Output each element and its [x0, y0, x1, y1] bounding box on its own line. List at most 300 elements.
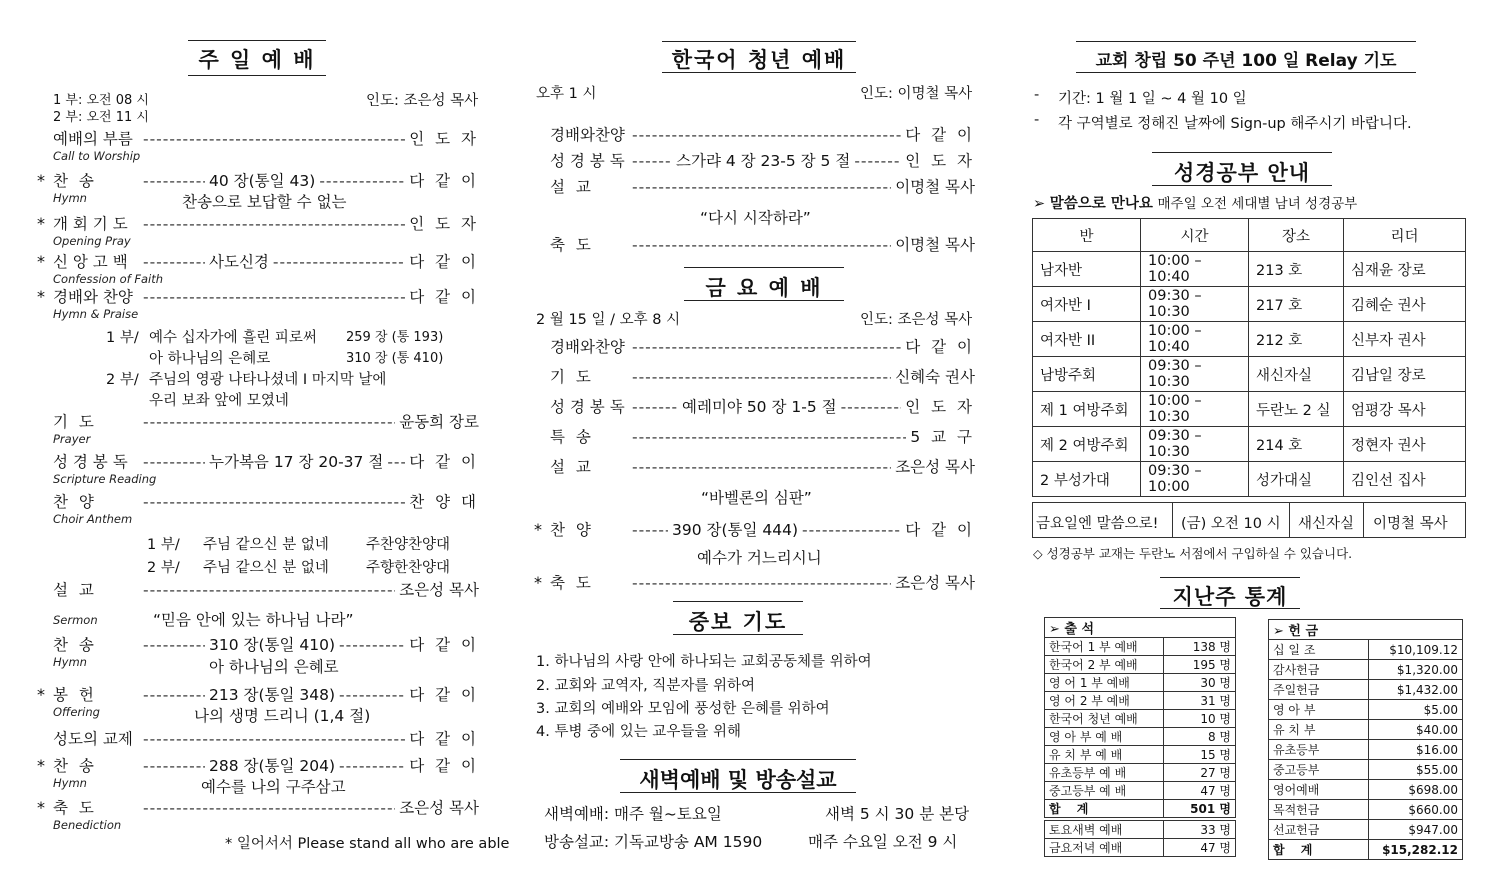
order-item-person: 다 같 이: [409, 453, 479, 471]
order-item-english: Call to Worship: [53, 149, 141, 163]
friday-sermon-title: “바벨론의 심판”: [701, 489, 812, 507]
standing-star-icon: *: [37, 171, 45, 190]
youth-time: 오후 1 시: [536, 86, 597, 102]
praise-hymn-number: 259 장 (통 193): [346, 330, 444, 345]
friday-study-label: 금요일엔 말씀으로!: [1036, 516, 1159, 532]
bible-intro: [1033, 192, 1357, 213]
attendance-label: 한국어 청년 예배: [1045, 710, 1164, 728]
bible-cell: 2 부성가대: [1033, 462, 1141, 497]
bible-cell: 남방주회: [1033, 357, 1141, 392]
friday-time: 2 월 15 일 / 오후 8 시: [536, 312, 681, 328]
bible-intro-bold: 말씀으로 만나요: [1049, 196, 1153, 212]
dotted-leader: [632, 458, 891, 476]
praise-label: 2 부/: [106, 372, 139, 388]
bible-intro-text: 매주일 오전 세대별 남녀 성경공부: [1157, 196, 1358, 212]
friday-service-title: 금 요 예 배: [705, 276, 823, 300]
dotted-leader: [143, 288, 405, 306]
service-time-1: 1 부: 오전 08 시: [53, 93, 149, 108]
dotted-leader: [632, 178, 891, 196]
order-item-english: Hymn: [53, 776, 87, 790]
bible-cell: 성가대실: [1249, 462, 1344, 497]
order-item-label: 성 경 봉 독: [53, 453, 128, 471]
dotted-leader: [632, 368, 891, 386]
order-item-english: Confession of Faith: [53, 272, 164, 286]
bible-cell: 제 2 여방주회: [1033, 427, 1141, 462]
prayer-item: 3. 교회의 예배와 모임에 풍성한 은혜를 위하여: [536, 701, 830, 717]
offering-amount: $1,432.00: [1369, 680, 1463, 700]
bible-cell: 10:00 – 10:40: [1141, 322, 1249, 357]
standing-star-icon: *: [37, 252, 45, 271]
order-item-english: Offering: [53, 705, 100, 719]
order-row: [53, 683, 479, 705]
attendance-count: 15 명: [1164, 746, 1236, 764]
choir-song: 주님 같으신 분 없네: [203, 537, 329, 553]
bible-cell: 엄평강 목사: [1344, 392, 1466, 427]
friday-study-place: 새신자실: [1298, 516, 1355, 532]
dotted-leader: [273, 253, 405, 271]
attendance-total-label: 합 계: [1045, 800, 1164, 818]
table-row: [1045, 746, 1236, 764]
relay-dash-2: -: [1034, 112, 1040, 128]
offering-total: $15,282.12: [1369, 840, 1463, 860]
order-item-english: Hymn: [53, 191, 87, 205]
order-item-detail: 스가랴 4 장 23-5 장 5 절: [676, 152, 851, 170]
order-item-person: 다 같 이: [409, 636, 479, 654]
standing-star-icon: *: [37, 214, 45, 233]
attendance-label: 영 아 부 예 배: [1045, 728, 1164, 746]
divider: [1289, 503, 1290, 537]
praise-label: 1 부/: [106, 330, 139, 346]
offering-total-label: 합 계: [1269, 840, 1369, 860]
table-row: [1269, 640, 1463, 660]
table-row: [1045, 656, 1236, 674]
bible-header-cell: 리더: [1344, 219, 1466, 252]
table-row: [1033, 287, 1466, 322]
order-item-person: 5 교 구: [910, 428, 975, 446]
dawn-service-info: 새벽예배: 매주 월~토요일: [544, 805, 722, 823]
order-item-subtitle: 예수를 나의 구주삼고: [201, 778, 346, 796]
service-time-2: 2 부: 오전 11 시: [53, 110, 149, 125]
dotted-leader: [632, 152, 672, 170]
order-item-english: Prayer: [53, 432, 91, 446]
prayer-item: 4. 투병 중에 있는 교우들을 위해: [536, 724, 741, 740]
arrow-icon: ➢: [1033, 196, 1050, 212]
bible-cell: 10:00 – 10:40: [1141, 252, 1249, 287]
table-row: [1045, 800, 1236, 818]
offering-label: 감사헌금: [1269, 660, 1369, 680]
offering-amount: $10,109.12: [1369, 640, 1463, 660]
bible-cell: 심재윤 장로: [1344, 252, 1466, 287]
order-item-detail: 310 장(통일 410): [209, 636, 336, 654]
dotted-leader: [632, 574, 891, 592]
order-item-label: 축 도: [550, 236, 594, 254]
order-row: [550, 335, 975, 357]
standing-star-icon: *: [37, 798, 45, 817]
divider: [1363, 503, 1364, 537]
order-item-person: 다 같 이: [905, 521, 975, 539]
order-item-person: 다 같 이: [905, 126, 975, 144]
order-item-label: 성 경 봉 독: [550, 398, 625, 416]
order-item-person: 인 도 자: [905, 398, 975, 416]
order-row: [550, 395, 975, 417]
dotted-leader: [632, 126, 901, 144]
order-row: [550, 455, 975, 477]
praise-hymn-number: 310 장 (통 410): [346, 351, 444, 366]
dotted-leader: [143, 253, 205, 271]
order-item-english: Hymn: [53, 655, 87, 669]
order-item-person: 인 도 자: [409, 215, 479, 233]
attendance-label: 한국어 2 부 예배: [1045, 656, 1164, 674]
offering-amount: $1,320.00: [1369, 660, 1463, 680]
friday-hymn-title: 예수가 거느리시니: [697, 549, 822, 567]
dotted-leader: [143, 215, 405, 233]
table-row: [1269, 720, 1463, 740]
sunday-service-title: 주 일 예 배: [198, 48, 316, 72]
dotted-leader: [339, 757, 405, 775]
offering-amount: $698.00: [1369, 780, 1463, 800]
order-item-person: 다 같 이: [409, 730, 479, 748]
order-item-label: 기 도: [53, 413, 97, 431]
order-row: [53, 169, 479, 191]
offering-amount: $5.00: [1369, 700, 1463, 720]
standing-star-icon: *: [37, 685, 45, 704]
friday-study-leader: 이명철 목사: [1373, 516, 1448, 532]
table-row: [1045, 821, 1236, 839]
order-row: [53, 727, 479, 749]
relay-dash-1: -: [1034, 87, 1040, 103]
bible-cell: 214 호: [1249, 427, 1344, 462]
friday-study-time: (금) 오전 10 시: [1181, 516, 1281, 532]
dotted-leader: [143, 130, 405, 148]
table-row: [1045, 674, 1236, 692]
choir-name: 주향한찬양대: [366, 560, 451, 576]
order-item-detail: 사도신경: [209, 253, 269, 271]
order-item-label: 찬 양: [550, 521, 594, 539]
offering-label: 유 치 부: [1269, 720, 1369, 740]
order-item-label: 찬 송: [53, 172, 97, 190]
standing-star-icon: *: [534, 573, 542, 592]
bible-cell: 새신자실: [1249, 357, 1344, 392]
friday-leader: 인도: 조은성 목사: [860, 312, 973, 328]
attendance-count: 47 명: [1164, 839, 1236, 857]
order-item-person: 이명철 목사: [895, 178, 975, 196]
table-row: [1269, 680, 1463, 700]
order-item-label: 기 도: [550, 368, 594, 386]
order-row: [53, 796, 479, 818]
order-row: [53, 450, 479, 472]
dotted-leader: [387, 453, 405, 471]
dotted-leader: [632, 521, 668, 539]
order-item-english: Sermon: [53, 613, 98, 627]
standing-star-icon: *: [37, 756, 45, 775]
attendance-label: 유초등부 예 배: [1045, 764, 1164, 782]
order-row: [550, 233, 975, 255]
table-row: [1033, 462, 1466, 497]
bible-cell: 09:30 – 10:30: [1141, 287, 1249, 322]
dotted-leader: [143, 636, 205, 654]
order-item-person: 조은성 목사: [399, 799, 479, 817]
bible-cell: 김혜순 권사: [1344, 287, 1466, 322]
bible-cell: 213 호: [1249, 252, 1344, 287]
dotted-leader: [143, 172, 205, 190]
relay-prayer-title: 교회 창립 50 주년 100 일 Relay 기도: [1095, 51, 1397, 71]
order-row: [53, 633, 479, 655]
bible-cell: 10:00 – 10:30: [1141, 392, 1249, 427]
praise-song: 아 하나님의 은혜로: [149, 351, 271, 367]
standing-star-icon: *: [37, 287, 45, 306]
offering-amount: $16.00: [1369, 740, 1463, 760]
order-item-person: 다 같 이: [905, 338, 975, 356]
table-row: [1269, 840, 1463, 860]
friday-study-box: [1032, 502, 1466, 538]
bible-cell: 김남일 장로: [1344, 357, 1466, 392]
bible-note: ◇ 성경공부 교재는 두란노 서점에서 구입하실 수 있습니다.: [1033, 546, 1353, 561]
order-item-detail: 288 장(통일 204): [209, 757, 336, 775]
order-item-subtitle: 찬송으로 보답할 수 없는: [182, 193, 347, 211]
order-item-person: 조은성 목사: [399, 581, 479, 599]
dotted-leader: [854, 152, 901, 170]
radio-sermon-info: 방송설교: 기독교방송 AM 1590: [544, 833, 763, 851]
order-row: [53, 754, 479, 776]
bible-header-cell: 반: [1033, 219, 1141, 252]
order-row: [550, 425, 975, 447]
bible-cell: 남자반: [1033, 252, 1141, 287]
table-row: [1269, 660, 1463, 680]
order-item-label: 찬 송: [53, 757, 97, 775]
dotted-leader: [632, 428, 906, 446]
bible-cell: 여자반 II: [1033, 322, 1141, 357]
order-item-person: 다 같 이: [409, 288, 479, 306]
order-item-english: Opening Pray: [53, 234, 131, 248]
order-item-label: 성 경 봉 독: [550, 152, 625, 170]
dotted-leader: [632, 338, 901, 356]
order-item-detail: 390 장(통일 444): [672, 521, 799, 539]
bible-cell: 정현자 권사: [1344, 427, 1466, 462]
offering-label: 영 아 부: [1269, 700, 1369, 720]
dotted-leader: [143, 730, 405, 748]
offering-label: 선교헌금: [1269, 820, 1369, 840]
order-row: [53, 285, 479, 307]
order-item-detail: 213 장(통일 348): [209, 686, 336, 704]
dotted-leader: [143, 413, 395, 431]
order-item-label: 설 교: [550, 178, 594, 196]
offering-title: ➢ 헌 금: [1269, 620, 1463, 640]
order-item-label: 봉 헌: [53, 686, 97, 704]
order-item-detail: 예레미야 50 장 1-5 절: [682, 398, 837, 416]
dotted-leader: [339, 686, 405, 704]
attendance-label: 한국어 1 부 예배: [1045, 638, 1164, 656]
attendance-label: 금요저녁 예배: [1045, 839, 1164, 857]
attendance-count: 33 명: [1164, 821, 1236, 839]
radio-sermon-time: 매주 수요일 오전 9 시: [808, 833, 958, 851]
order-item-person: 조은성 목사: [895, 574, 975, 592]
attendance-count: 10 명: [1164, 710, 1236, 728]
attendance-count: 47 명: [1164, 782, 1236, 800]
order-row: [53, 127, 479, 149]
offering-label: 중고등부: [1269, 760, 1369, 780]
offering-label: 십 일 조: [1269, 640, 1369, 660]
youth-sermon-title: “다시 시작하라”: [700, 209, 811, 227]
table-row: [1269, 740, 1463, 760]
bible-cell: 신부자 권사: [1344, 322, 1466, 357]
bible-cell: 09:30 – 10:30: [1141, 357, 1249, 392]
order-item-person: 다 같 이: [409, 172, 479, 190]
order-item-label: 예배의 부름: [53, 130, 133, 148]
order-item-label: 설 교: [550, 458, 594, 476]
order-item-label: 경배와 찬양: [53, 288, 133, 306]
order-item-label: 개 회 기 도: [53, 215, 128, 233]
offering-amount: $55.00: [1369, 760, 1463, 780]
order-item-person: 인 도 자: [409, 130, 479, 148]
order-item-english: Scripture Reading: [53, 472, 157, 486]
dawn-broadcast-title: 새벽예배 및 방송설교: [639, 768, 837, 792]
offering-label: 목적헌금: [1269, 800, 1369, 820]
dotted-leader: [632, 236, 891, 254]
dotted-leader: [143, 686, 205, 704]
attendance-count: 138 명: [1164, 638, 1236, 656]
table-row: [1033, 427, 1466, 462]
relay-period: 기간: 1 월 1 일 ~ 4 월 10 일: [1058, 91, 1247, 107]
table-row: [1045, 764, 1236, 782]
order-item-person: 찬 양 대: [409, 493, 479, 511]
order-item-subtitle: “믿음 안에 있는 하나님 나라”: [153, 611, 354, 629]
order-item-subtitle: 나의 생명 드리니 (1,4 절): [194, 707, 371, 725]
bible-cell: 두란노 2 실: [1249, 392, 1344, 427]
order-row: [550, 149, 975, 171]
praise-song: 주님의 영광 나타나셨네 I 마지막 날에: [149, 372, 387, 388]
order-item-english: Choir Anthem: [53, 512, 133, 526]
table-row: [1033, 322, 1466, 357]
attendance-count: 195 명: [1164, 656, 1236, 674]
attendance-label: 토요새벽 예배: [1045, 821, 1164, 839]
youth-service-title: 한국어 청년 예배: [671, 48, 847, 72]
attendance-label: 영 어 1 부 예배: [1045, 674, 1164, 692]
dotted-leader: [339, 636, 405, 654]
order-item-label: 경배와찬양: [550, 126, 625, 144]
table-row: [1045, 710, 1236, 728]
dotted-leader: [632, 398, 678, 416]
stand-footnote: * 일어서서 Please stand all who are able: [225, 836, 510, 852]
bible-cell: 여자반 I: [1033, 287, 1141, 322]
bible-cell: 09:30 – 10:30: [1141, 427, 1249, 462]
order-item-subtitle: 아 하나님의 은혜로: [209, 658, 339, 676]
order-item-detail: 누가복음 17 장 20-37 절: [209, 453, 384, 471]
order-row: [550, 571, 975, 593]
dotted-leader: [143, 493, 405, 511]
table-row: [1045, 839, 1236, 857]
order-row: [550, 518, 975, 540]
bible-header-cell: 시간: [1141, 219, 1249, 252]
bible-cell: 제 1 여방주회: [1033, 392, 1141, 427]
offering-amount: $947.00: [1369, 820, 1463, 840]
order-item-label: 경배와찬양: [550, 338, 625, 356]
dotted-leader: [802, 521, 901, 539]
praise-song: 예수 십자가에 흘린 피로써: [149, 330, 317, 346]
choir-name: 주찬양찬양대: [366, 537, 451, 553]
order-row: [53, 250, 479, 272]
order-item-detail: 40 장(통일 43): [209, 172, 316, 190]
choir-label: 1 부/: [147, 537, 180, 553]
order-row: [550, 123, 975, 145]
order-item-person: 다 같 이: [409, 253, 479, 271]
order-item-person: 이명철 목사: [895, 236, 975, 254]
divider: [1172, 503, 1173, 537]
order-item-label: 성도의 교제: [53, 730, 133, 748]
attendance-count: 31 명: [1164, 692, 1236, 710]
order-item-english: Benediction: [53, 818, 122, 832]
standing-star-icon: *: [534, 520, 542, 539]
table-row: [1045, 638, 1236, 656]
order-row: [550, 175, 975, 197]
attendance-count: 8 명: [1164, 728, 1236, 746]
attendance-label: 유 치 부 예 배: [1045, 746, 1164, 764]
prayer-item: 2. 교회와 교역자, 직분자를 위하여: [536, 678, 755, 694]
table-row: [1033, 357, 1466, 392]
choir-label: 2 부/: [147, 560, 180, 576]
dawn-service-place: 새벽 5 시 30 분 본당: [825, 805, 970, 823]
attendance-title: ➢ 출 석: [1045, 618, 1236, 638]
table-row: [1033, 392, 1466, 427]
dotted-leader: [841, 398, 902, 416]
bible-cell: 김인선 집사: [1344, 462, 1466, 497]
table-row: [1045, 692, 1236, 710]
offering-label: 유초등부: [1269, 740, 1369, 760]
order-item-label: 축 도: [550, 574, 594, 592]
order-item-label: 찬 양: [53, 493, 97, 511]
order-item-label: 신 앙 고 백: [53, 253, 128, 271]
order-item-label: 축 도: [53, 799, 97, 817]
attendance-label: 중고등부 예 배: [1045, 782, 1164, 800]
attendance-table: [1044, 617, 1236, 818]
offering-table: [1268, 619, 1463, 860]
attendance-extra-table: [1044, 820, 1236, 857]
dotted-leader: [319, 172, 405, 190]
order-item-person: 신혜숙 권사: [895, 368, 975, 386]
dotted-leader: [143, 757, 205, 775]
choir-song: 주님 같으신 분 없네: [203, 560, 329, 576]
order-item-label: 설 교: [53, 581, 97, 599]
order-item-person: 다 같 이: [409, 686, 479, 704]
order-row: [53, 410, 479, 432]
order-row: [53, 490, 479, 512]
bible-cell: 217 호: [1249, 287, 1344, 322]
order-item-label: 찬 송: [53, 636, 97, 654]
weekly-stats-title: 지난주 통계: [1172, 585, 1288, 609]
order-row: [550, 365, 975, 387]
offering-label: 주일헌금: [1269, 680, 1369, 700]
order-item-person: 조은성 목사: [895, 458, 975, 476]
bible-cell: 212 호: [1249, 322, 1344, 357]
table-row: [1269, 760, 1463, 780]
table-row: [1045, 728, 1236, 746]
youth-leader: 인도: 이명철 목사: [860, 86, 973, 102]
order-item-person: 다 같 이: [409, 757, 479, 775]
sunday-leader: 인도: 조은성 목사: [366, 93, 479, 109]
praise-song: 우리 보좌 앞에 모였네: [149, 393, 289, 409]
order-item-person: 인 도 자: [905, 152, 975, 170]
dotted-leader: [143, 799, 395, 817]
bible-study-table: [1032, 218, 1466, 497]
table-row: [1045, 782, 1236, 800]
attendance-label: 영 어 2 부 예배: [1045, 692, 1164, 710]
table-row: [1269, 820, 1463, 840]
offering-amount: $660.00: [1369, 800, 1463, 820]
dotted-leader: [143, 581, 395, 599]
table-row: [1033, 252, 1466, 287]
offering-amount: $40.00: [1369, 720, 1463, 740]
bible-cell: 09:30 – 10:00: [1141, 462, 1249, 497]
intercessory-prayer-title: 중보 기도: [688, 610, 788, 634]
